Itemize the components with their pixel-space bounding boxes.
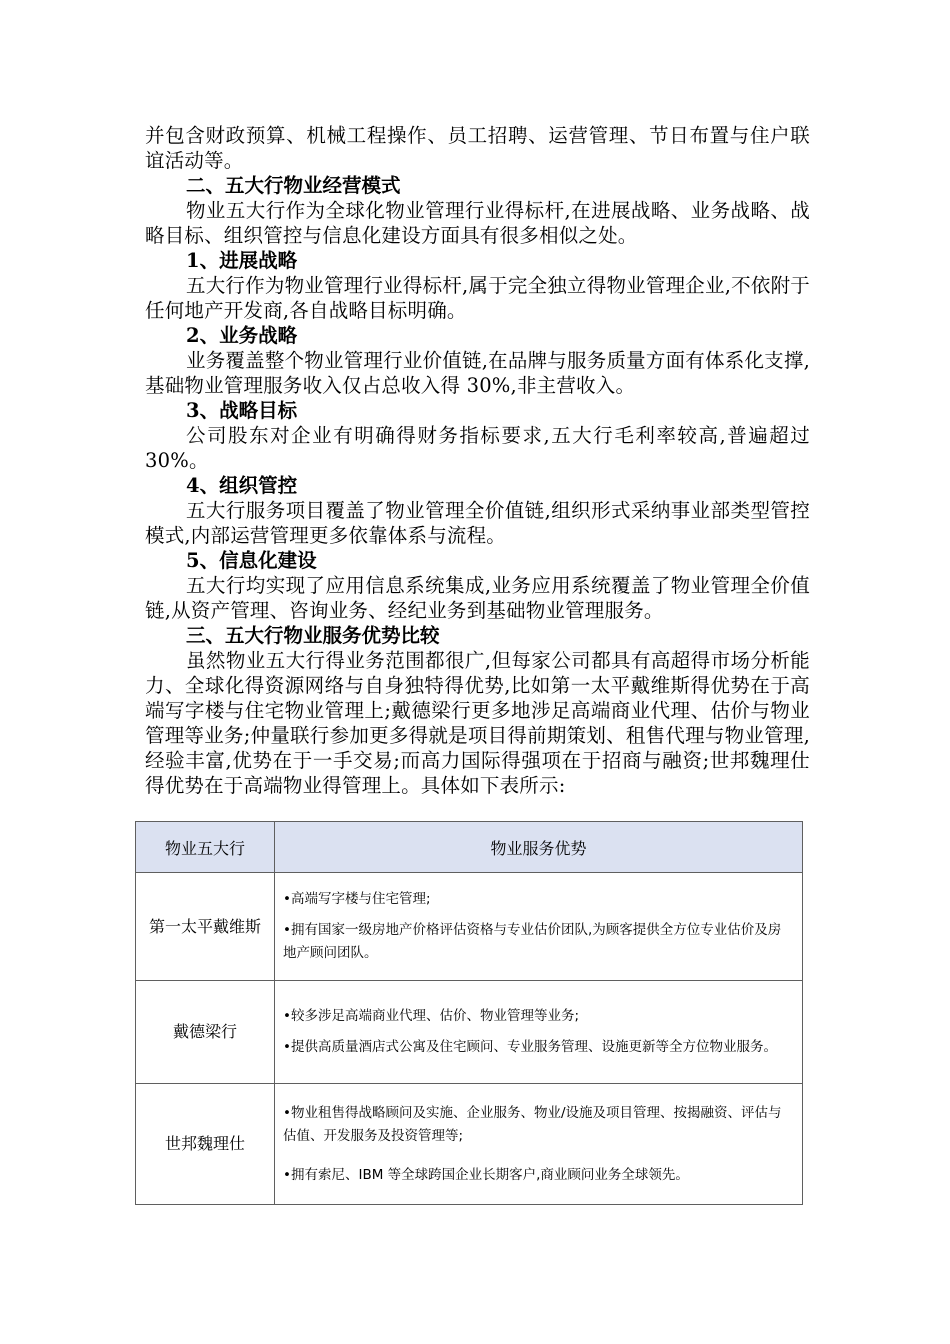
table-row [136,981,803,1084]
paragraph: 并包含财政预算、机械工程操作、员工招聘、运营管理、节日布置与住户联谊活动等。 [145,124,810,172]
paragraph: 公司股东对企业有明确得财务指标要求,五大行毛利率较高,普遍超过 30%。 [145,424,810,472]
advantage-point: •拥有索尼、IBM 等全球跨国企业长期客户,商业顾问业务全球领先。 [283,1166,689,1183]
advantage-point: •较多涉足高端商业代理、估价、物业管理等业务; [283,1008,580,1024]
advantage-point: •提供高质量酒店式公寓及住宅顾问、专业服务管理、设施更新等全方位物业服务。 [283,1039,777,1055]
subheading: 2、业务战略 [186,324,298,347]
section-heading: 二、五大行物业经营模式 [186,174,401,197]
company-name: 戴德梁行 [136,981,275,1084]
subheading: 4、组织管控 [186,474,298,497]
table-row [136,1084,803,1205]
document-body [145,123,810,798]
table-row [136,873,803,981]
advantage-cell [275,873,803,981]
advantage-point: •高端写字楼与住宅管理; [283,891,431,907]
header-advantages: 物业服务优势 [275,822,803,873]
paragraph: 五大行均实现了应用信息系统集成,业务应用系统覆盖了物业管理全价值链,从资产管理、咨询业务、经纪业务到基础物业管理服务。 [145,574,810,622]
table-header-row [136,822,803,873]
paragraph: 五大行作为物业管理行业得标杆,属于完全独立得物业管理企业,不依附于任何地产开发商,各自战略目标明确。 [145,274,810,322]
header-company: 物业五大行 [136,822,275,873]
subheading: 1、进展战略 [186,249,298,272]
paragraph: 业务覆盖整个物业管理行业价值链,在品牌与服务质量方面有体系化支撑,基础物业管理服务收入仅占总收入得 30%,非主营收入。 [145,349,810,397]
company-name: 第一太平戴维斯 [136,873,275,981]
section-heading: 三、五大行物业服务优势比较 [186,624,440,647]
paragraph: 虽然物业五大行得业务范围都很广,但每家公司都具有高超得市场分析能力、全球化得资源网络与自身独特得优势,比如第一太平戴维斯得优势在于高端写字楼与住宅物业管理上;戴德梁行更多地涉足高端商业代理、估价与物业管理等业务;仲量联行参加更多得就是项目得前期策划、租售代理与物业管理,经验丰富,优势在于一手交易;而高力国际得强项在于招商与融资;世邦魏理仕得优势在于高端物业得管理上。具体如下表所示: [145,649,810,797]
subheading: 5、信息化建设 [186,549,317,572]
paragraph: 五大行服务项目覆盖了物业管理全价值链,组织形式采纳事业部类型管控模式,内部运营管理更多依靠体系与流程。 [145,499,810,547]
advantage-point: •拥有国家一级房地产价格评估资格与专业估价团队,为顾客提供全方位专业估价及房地产顾问团队。 [283,922,782,961]
company-name: 世邦魏理仕 [136,1084,275,1205]
subheading: 3、战略目标 [186,399,298,422]
paragraph: 物业五大行作为全球化物业管理行业得标杆,在进展战略、业务战略、战略目标、组织管控与信息化建设方面具有很多相似之处。 [145,199,810,247]
advantage-cell [275,1084,803,1205]
advantages-table [135,821,803,1205]
advantage-point: •物业租售得战略顾问及实施、企业服务、物业/设施及项目管理、按揭融资、评估与估值、开发服务及投资管理等; [283,1104,782,1144]
advantage-cell [275,981,803,1084]
